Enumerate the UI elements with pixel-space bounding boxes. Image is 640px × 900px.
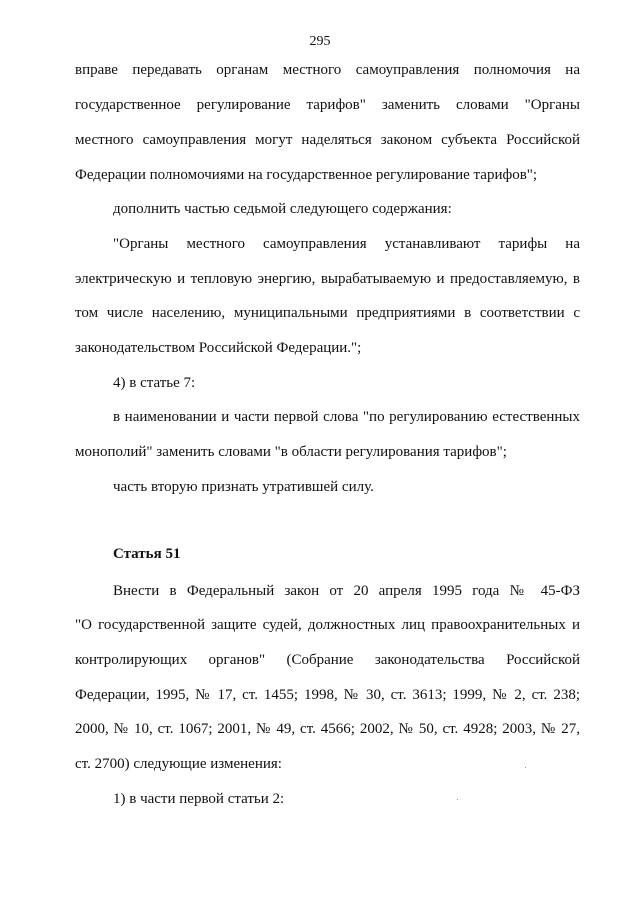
text-line: 4) в статье 7: bbox=[113, 375, 196, 391]
page-number: 295 bbox=[309, 34, 331, 49]
text-line: вправе передавать органам местного самоуправления полномочия на bbox=[75, 62, 580, 78]
text-line: контролирующих органов" (Собрание законодательства Российской bbox=[75, 652, 580, 668]
text-line: ст. 2700) следующие изменения: bbox=[75, 756, 282, 772]
scan-speck bbox=[457, 799, 458, 800]
text-line: 1) в части первой статьи 2: bbox=[113, 791, 285, 807]
article-heading: Статья 51 bbox=[113, 546, 181, 562]
text-line: Внести в Федеральный закон от 20 апреля 1995 года № 45-ФЗ bbox=[113, 583, 580, 599]
text-line: "Органы местного самоуправления устанавливают тарифы на bbox=[113, 236, 580, 252]
text-line: электрическую и тепловую энергию, вырабатываемую и предоставляемую, в bbox=[75, 271, 580, 287]
text-line: монополий" заменить словами "в области регулирования тарифов"; bbox=[75, 444, 507, 460]
text-line: государственное регулирование тарифов" заменить словами "Органы bbox=[75, 97, 580, 113]
text-line: часть вторую признать утратившей силу. bbox=[113, 479, 374, 495]
text-line: в наименовании и части первой слова "по регулированию естественных bbox=[113, 409, 580, 425]
text-line: Федерации, 1995, № 17, ст. 1455; 1998, № 30, ст. 3613; 1999, № 2, ст. 238; bbox=[75, 687, 580, 703]
text-line: местного самоуправления могут наделяться законом субъекта Российской bbox=[75, 132, 580, 148]
text-line: том числе населению, муниципальными предприятиями в соответствии с bbox=[75, 305, 580, 321]
scan-speck bbox=[525, 767, 526, 768]
text-line: законодательством Российской Федерации."; bbox=[75, 340, 362, 356]
text-line: "О государственной защите судей, должностных лиц правоохранительных и bbox=[75, 617, 580, 633]
text-line: Федерации полномочиями на государственное регулирование тарифов"; bbox=[75, 167, 538, 183]
text-line: 2000, № 10, ст. 1067; 2001, № 49, ст. 4566; 2002, № 50, ст. 4928; 2003, № 27, bbox=[75, 721, 580, 737]
text-line: дополнить частью седьмой следующего содержания: bbox=[113, 201, 452, 217]
